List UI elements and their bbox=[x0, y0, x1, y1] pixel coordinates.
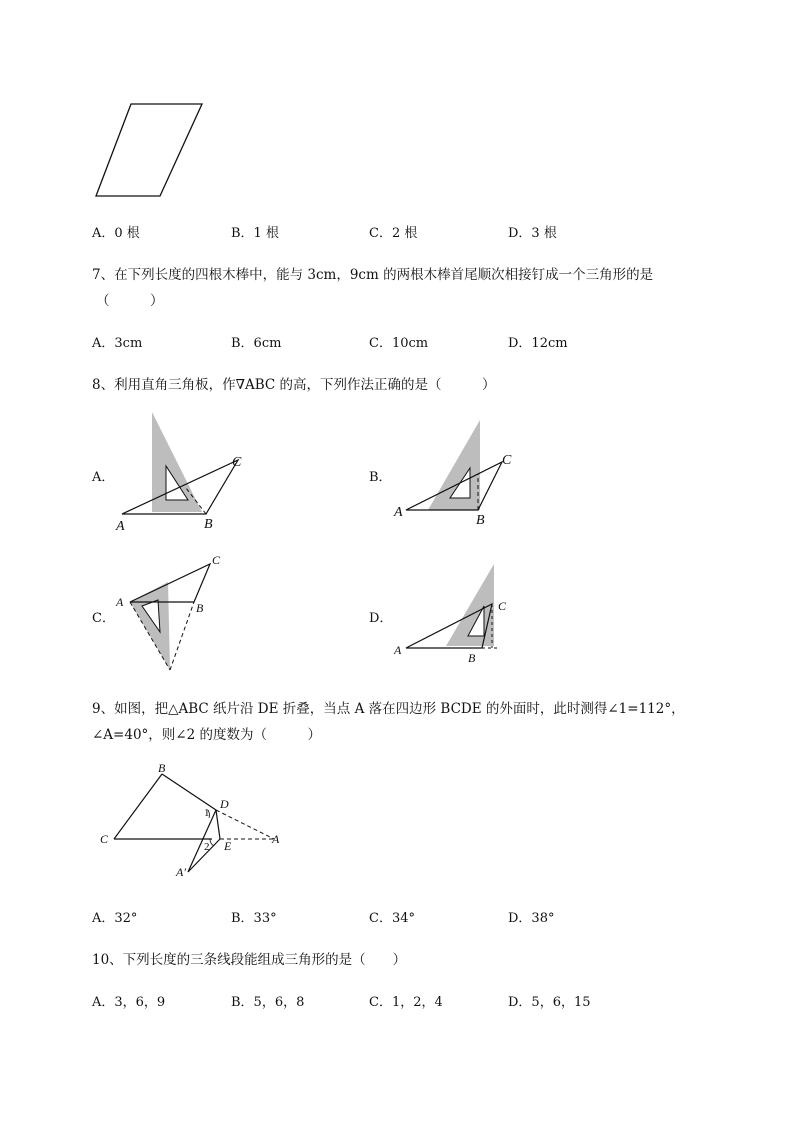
q9-option-c[interactable]: C．34° bbox=[369, 911, 415, 926]
q7-stem-line2: （ ） bbox=[96, 293, 164, 309]
q8d-label-b: B bbox=[468, 651, 476, 665]
q9-label-a: A bbox=[272, 832, 280, 846]
q9-stem-line2: ∠A=40°，则∠2 的度数为（ ） bbox=[92, 727, 321, 743]
q6-option-a[interactable]: A．0 根 bbox=[92, 226, 140, 241]
q6-option-c[interactable]: C．2 根 bbox=[369, 226, 418, 241]
q8c-label-a: A bbox=[116, 595, 124, 609]
q7-option-c[interactable]: C．10cm bbox=[369, 336, 429, 351]
q10-option-b[interactable]: B．5，6，8 bbox=[231, 995, 305, 1010]
q9-label-b: B bbox=[158, 761, 166, 775]
q8c-label-c: C bbox=[212, 553, 221, 567]
q6-option-b[interactable]: B．1 根 bbox=[231, 226, 279, 241]
q6-parallelogram-figure bbox=[90, 98, 210, 202]
q8-figure-b bbox=[392, 418, 532, 530]
q8d-label-c: C bbox=[498, 599, 507, 613]
q8b-label-b: B bbox=[476, 513, 485, 528]
q8-figure-d bbox=[392, 562, 522, 666]
q8d-label-a: A bbox=[394, 643, 402, 657]
q9-label-d: D bbox=[220, 797, 229, 811]
q7-option-a[interactable]: A．3cm bbox=[92, 336, 143, 351]
q8a-label-c: C bbox=[232, 455, 242, 470]
q9-label-a-prime: A′ bbox=[176, 865, 186, 879]
q8c-set-square bbox=[130, 582, 170, 670]
q9-stem-line1: 9、如图，把△ABC 纸片沿 DE 折叠，当点 A 落在四边形 BCDE 的外面时，此时测得∠1=112°， bbox=[92, 701, 685, 717]
q7-option-d[interactable]: D．12cm bbox=[508, 336, 568, 351]
q8c-label-b: B bbox=[196, 601, 204, 615]
q9-label-e: E bbox=[224, 839, 232, 853]
q9-option-a[interactable]: A．32° bbox=[92, 911, 138, 926]
q9-angle-2-label: 2 bbox=[204, 841, 210, 853]
q8-option-b-letter[interactable]: B． bbox=[369, 470, 392, 485]
q8-stem: 8、利用直角三角板，作∇ABC 的高，下列作法正确的是（ ） bbox=[92, 377, 496, 393]
q9-option-b[interactable]: B．33° bbox=[231, 911, 277, 926]
q8-option-a-letter[interactable]: A． bbox=[92, 470, 115, 485]
q8a-label-a: A bbox=[116, 519, 125, 534]
q8-figure-c bbox=[112, 552, 242, 674]
q8b-label-a: A bbox=[394, 505, 403, 520]
q10-option-c[interactable]: C．1，2，4 bbox=[369, 995, 443, 1010]
q8a-label-b: B bbox=[204, 517, 213, 532]
q8-figure-a bbox=[110, 408, 260, 538]
q9-fold-figure bbox=[96, 760, 296, 882]
q6-option-d[interactable]: D．3 根 bbox=[508, 226, 557, 241]
q8-option-d-letter[interactable]: D． bbox=[369, 611, 393, 626]
q10-option-a[interactable]: A．3，6，9 bbox=[92, 995, 166, 1010]
q9-angle-1-label: 1 bbox=[204, 807, 210, 819]
q9-label-c: C bbox=[100, 832, 109, 846]
q8-option-c-letter[interactable]: C． bbox=[92, 611, 115, 626]
q7-option-b[interactable]: B．6cm bbox=[231, 336, 282, 351]
q7-stem-line1: 7、在下列长度的四根木棒中，能与 3cm，9cm 的两根木棒首尾顺次相接钉成一个三角形的是 bbox=[92, 267, 654, 283]
q9-option-d[interactable]: D．38° bbox=[508, 911, 555, 926]
q8b-label-c: C bbox=[502, 453, 512, 468]
q10-option-d[interactable]: D．5，6，15 bbox=[508, 995, 591, 1010]
q10-stem: 10、下列长度的三条线段能组成三角形的是（ ） bbox=[92, 952, 407, 968]
